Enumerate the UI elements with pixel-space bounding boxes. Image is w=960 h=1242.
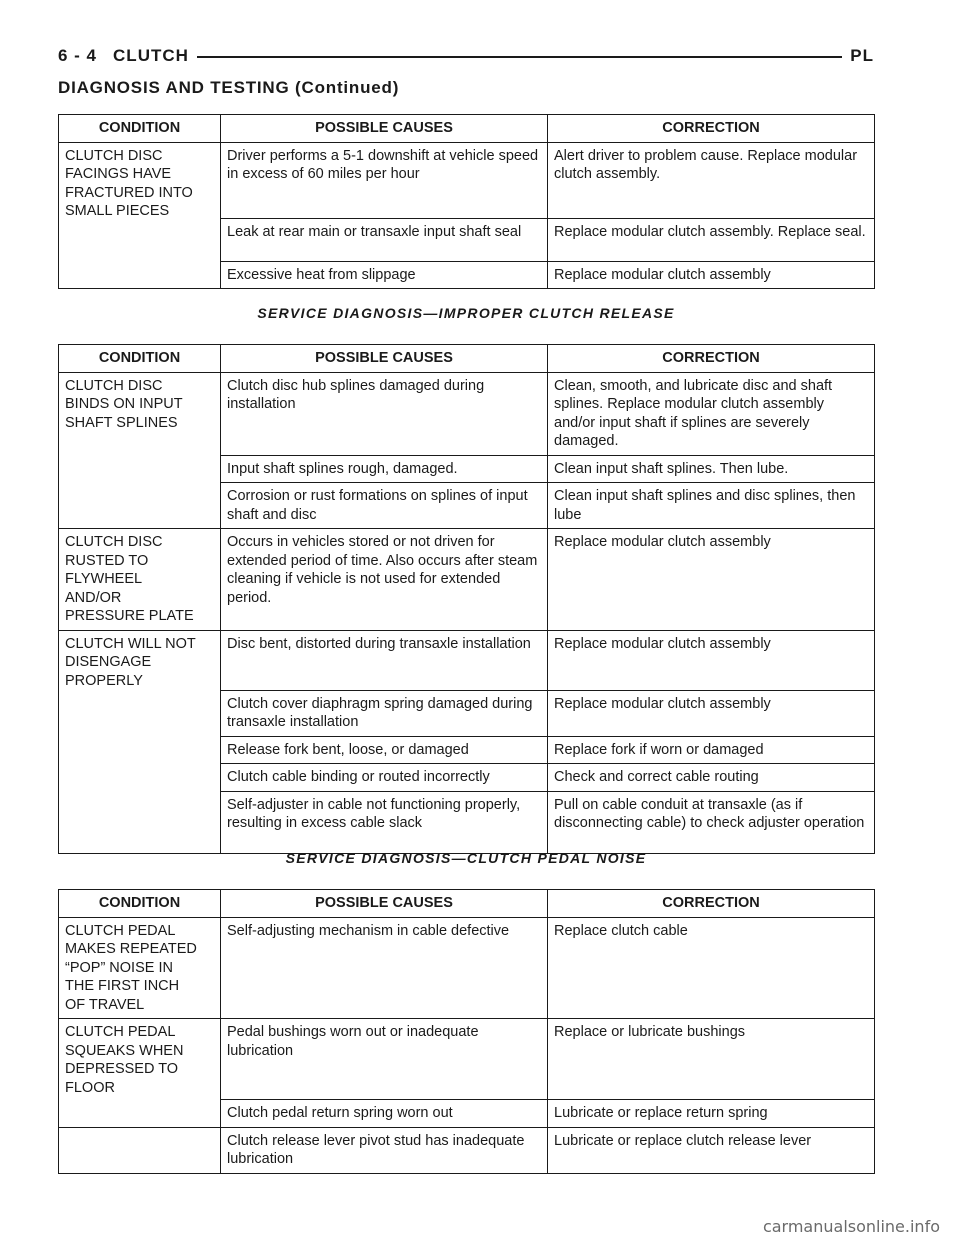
correction-header: CORRECTION (548, 345, 875, 373)
header-rule (197, 56, 842, 58)
cause-cell: Corrosion or rust formations on splines of input shaft and disc (221, 483, 548, 529)
diagnosis-table-continued (58, 114, 875, 289)
watermark: carmanualsonline.info (762, 1217, 940, 1236)
cause-cell: Pedal bushings worn out or inadequate lubrication (221, 1019, 548, 1100)
correction-cell: Pull on cable conduit at transaxle (as if disconnecting cable) to check adjuster operation (548, 791, 875, 853)
condition-cell: CLUTCH PEDAL SQUEAKS WHEN DEPRESSED TO FLOOR (59, 1019, 221, 1128)
correction-cell: Replace fork if worn or damaged (548, 736, 875, 764)
cause-cell: Leak at rear main or transaxle input shaft seal (221, 218, 548, 261)
correction-cell: Clean input shaft splines and disc splines, then lube (548, 483, 875, 529)
cause-cell: Disc bent, distorted during transaxle installation (221, 630, 548, 690)
cause-cell: Release fork bent, loose, or damaged (221, 736, 548, 764)
cause-cell: Clutch release lever pivot stud has inadequate lubrication (221, 1127, 548, 1173)
page-header (58, 44, 874, 68)
header-row (59, 345, 875, 373)
cause-cell: Clutch pedal return spring worn out (221, 1100, 548, 1128)
correction-cell: Clean input shaft splines. Then lube. (548, 455, 875, 483)
correction-cell: Replace modular clutch assembly (548, 529, 875, 631)
table-row (59, 529, 875, 631)
section-title-improper-release: SERVICE DIAGNOSIS—IMPROPER CLUTCH RELEASE (257, 305, 675, 321)
correction-cell: Lubricate or replace return spring (548, 1100, 875, 1128)
table-row (59, 372, 875, 455)
cause-cell: Clutch cable binding or routed incorrectly (221, 764, 548, 792)
correction-cell: Alert driver to problem cause. Replace modular clutch assembly. (548, 142, 875, 218)
header-row (59, 115, 875, 143)
table-row (59, 142, 875, 218)
diagnosis-table-pedal-noise (58, 889, 875, 1174)
correction-cell: Replace modular clutch assembly (548, 690, 875, 736)
correction-cell: Replace modular clutch assembly (548, 261, 875, 289)
correction-cell: Replace modular clutch assembly (548, 630, 875, 690)
page-number: 6 - 4 (58, 46, 98, 65)
condition-cell (59, 1127, 221, 1173)
cause-cell: Excessive heat from slippage (221, 261, 548, 289)
cause-cell: Self-adjuster in cable not functioning properly, resulting in excess cable slack (221, 791, 548, 853)
condition-header: CONDITION (59, 345, 221, 373)
causes-header: POSSIBLE CAUSES (221, 115, 548, 143)
model-code: PL (850, 46, 874, 65)
table-row (59, 1019, 875, 1100)
condition-cell: CLUTCH DISC BINDS ON INPUT SHAFT SPLINES (59, 372, 221, 529)
section-name: CLUTCH (113, 46, 189, 65)
cause-cell: Input shaft splines rough, damaged. (221, 455, 548, 483)
cause-cell: Self-adjusting mechanism in cable defective (221, 917, 548, 1019)
cause-cell: Clutch disc hub splines damaged during installation (221, 372, 548, 455)
diagnosis-table-improper-release (58, 344, 875, 854)
table-row (59, 630, 875, 690)
condition-cell: CLUTCH PEDAL MAKES REPEATED “POP” NOISE IN THE FIRST INCH OF TRAVEL (59, 917, 221, 1019)
causes-header: POSSIBLE CAUSES (221, 890, 548, 918)
correction-cell: Replace or lubricate bushings (548, 1019, 875, 1100)
correction-header: CORRECTION (548, 890, 875, 918)
cause-cell: Occurs in vehicles stored or not driven for extended period of time. Also occurs after steam cleaning if vehicle is not used for extended period. (221, 529, 548, 631)
condition-cell: CLUTCH WILL NOT DISENGAGE PROPERLY (59, 630, 221, 853)
correction-cell: Check and correct cable routing (548, 764, 875, 792)
condition-header: CONDITION (59, 115, 221, 143)
table-row (59, 917, 875, 1019)
section-title-pedal-noise: SERVICE DIAGNOSIS—CLUTCH PEDAL NOISE (285, 850, 647, 866)
correction-cell: Lubricate or replace clutch release lever (548, 1127, 875, 1173)
causes-header: POSSIBLE CAUSES (221, 345, 548, 373)
correction-header: CORRECTION (548, 115, 875, 143)
correction-cell: Replace clutch cable (548, 917, 875, 1019)
correction-cell: Clean, smooth, and lubricate disc and shaft splines. Replace modular clutch assembly and/or input shaft if splines are severely damaged. (548, 372, 875, 455)
condition-cell: CLUTCH DISC RUSTED TO FLYWHEEL AND/OR PRESSURE PLATE (59, 529, 221, 631)
table-row (59, 1127, 875, 1173)
cause-cell: Clutch cover diaphragm spring damaged during transaxle installation (221, 690, 548, 736)
header-row (59, 890, 875, 918)
condition-cell: CLUTCH DISC FACINGS HAVE FRACTURED INTO SMALL PIECES (59, 142, 221, 289)
correction-cell: Replace modular clutch assembly. Replace seal. (548, 218, 875, 261)
cause-cell: Driver performs a 5-1 downshift at vehicle speed in excess of 60 miles per hour (221, 142, 548, 218)
condition-header: CONDITION (59, 890, 221, 918)
subheader: DIAGNOSIS AND TESTING (Continued) (58, 78, 400, 97)
